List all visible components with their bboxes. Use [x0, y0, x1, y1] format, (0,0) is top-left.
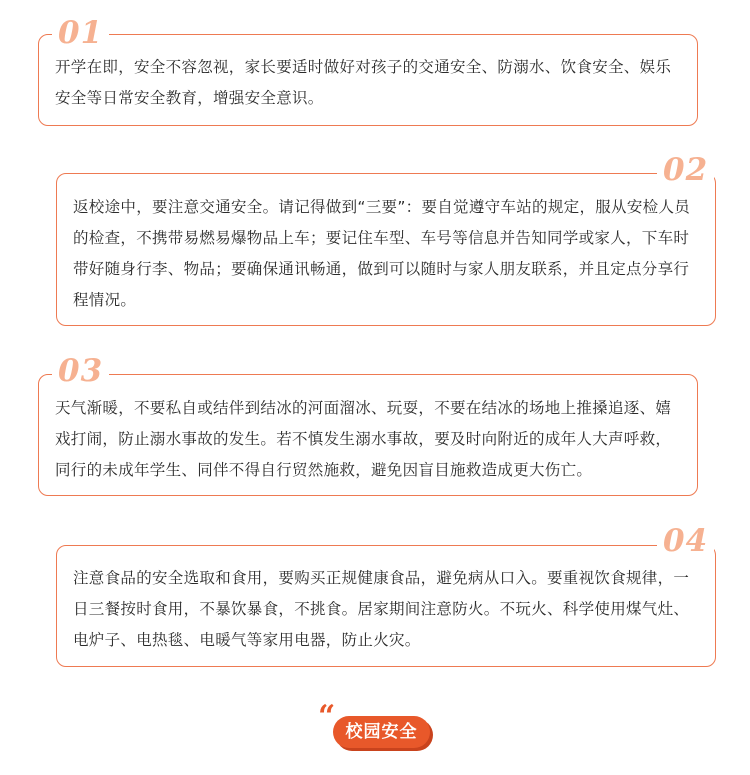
section-number: 04: [657, 524, 714, 558]
campus-safety-badge: [333, 716, 430, 748]
safety-card-text: 开学在即，安全不容忽视，家长要适时做好对孩子的交通安全、防溺水、饮食安全、娱乐安全等日常安全教育，增强安全意识。: [55, 58, 672, 107]
section-number: 01: [52, 16, 109, 50]
badge-label: 校园安全: [345, 722, 418, 742]
safety-card-4: [56, 545, 716, 667]
quote-mark-icon: “: [318, 699, 336, 734]
safety-card-text: 注意食品的安全选取和食用，要购买正规健康食品，避免病从口入。要重视饮食规律，一日三餐按时食用，不暴饮暴食，不挑食。居家期间注意防火。不玩火、科学使用煤气灶、电炉子、电热毯、电暖气等家用电器，防止火灾。: [73, 569, 690, 649]
safety-card-2: [56, 173, 716, 326]
safety-card-text: 返校途中，要注意交通安全。请记得做到“三要”：要自觉遵守车站的规定，服从安检人员的检查，不携带易燃易爆物品上车；要记住车型、车号等信息并告知同学或家人，下车时带好随身行李、物品；要确保通讯畅通，做到可以随时与家人朋友联系，并且定点分享行程情况。: [73, 198, 691, 309]
safety-card-text: 天气渐暖，不要私自或结伴到结冰的河面溜冰、玩耍，不要在结冰的场地上推搡追逐、嬉戏打闹，防止溺水事故的发生。若不慎发生溺水事故，要及时向附近的成年人大声呼救，同行的未成年学生、同伴不得自行贸然施救，避免因盲目施救造成更大伤亡。: [55, 399, 672, 479]
safety-card-1: [38, 34, 698, 126]
safety-card-3: [38, 374, 698, 496]
section-number: 02: [657, 153, 714, 187]
section-number: 03: [52, 354, 109, 388]
